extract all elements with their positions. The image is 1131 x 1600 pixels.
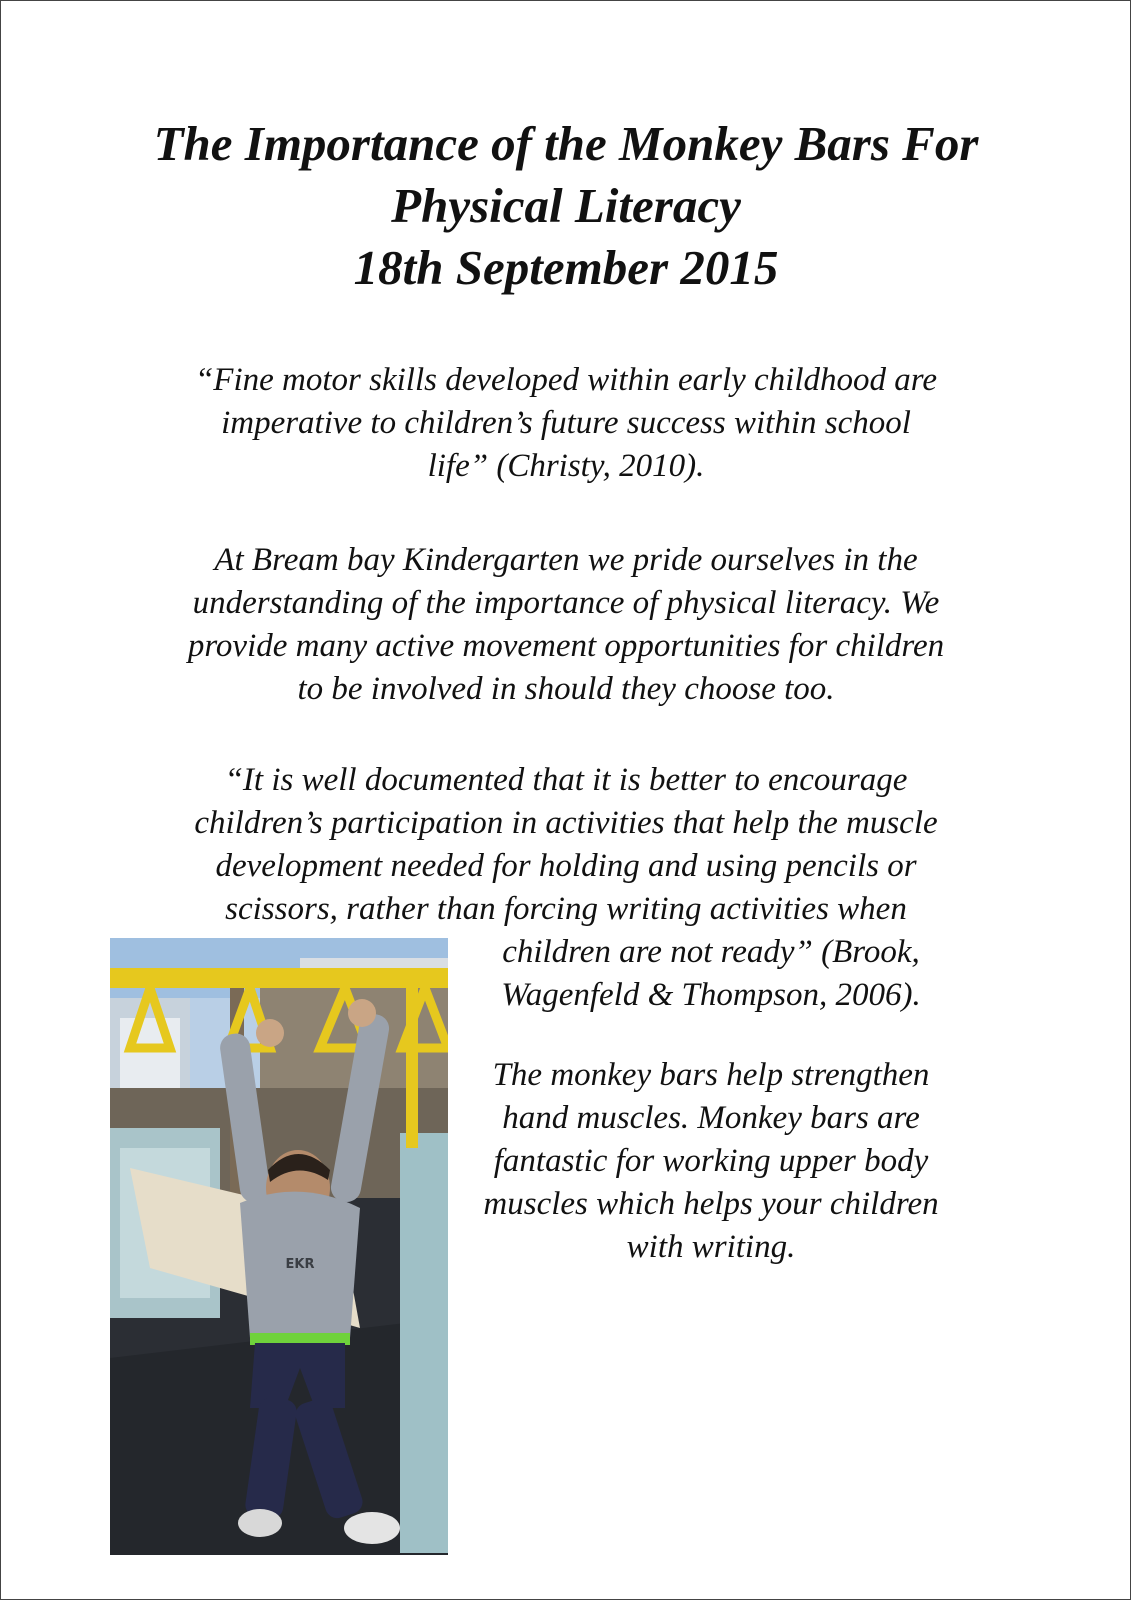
quote-line: children’s participation in activities that help the muscle [194, 805, 938, 841]
paragraph-line: muscles which helps your children [483, 1186, 939, 1222]
quote-line: Wagenfeld & Thompson, 2006). [501, 977, 921, 1013]
brook-quote-continued [446, 931, 976, 1017]
quote-line: children are not ready” (Brook, [502, 934, 920, 970]
monkey-bars-illustration [110, 938, 448, 1555]
brook-quote [61, 759, 1071, 931]
quote-line: imperative to children’s future success within school [221, 405, 911, 441]
closing-paragraph [446, 1054, 976, 1269]
paragraph-line: provide many active movement opportunities for children [187, 628, 945, 664]
page-title [61, 113, 1071, 299]
christy-quote [61, 359, 1071, 488]
monkey-bars-photo [110, 938, 448, 1555]
paragraph-line: fantastic for working upper body [493, 1143, 929, 1179]
paragraph-line: The monkey bars help strengthen [492, 1057, 930, 1093]
intro-paragraph [61, 539, 1071, 711]
quote-line: “Fine motor skills developed within early childhood are [194, 362, 938, 398]
quote-line: life” (Christy, 2010). [427, 448, 705, 484]
title-line-1: The Importance of the Monkey Bars For [153, 116, 979, 171]
title-date: 18th September 2015 [353, 240, 779, 295]
quote-line: scissors, rather than forcing writing activities when [225, 891, 907, 927]
paragraph-line: to be involved in should they choose too. [297, 671, 835, 707]
hoodie-print: EKR [285, 1257, 315, 1272]
paragraph-line: understanding of the importance of physical literacy. We [192, 585, 940, 621]
paragraph-line: At Bream bay Kindergarten we pride ourselves in the [214, 542, 918, 578]
quote-line: “It is well documented that it is better to encourage [224, 762, 908, 798]
monkey-bar-rail [110, 968, 448, 988]
paragraph-line: hand muscles. Monkey bars are [502, 1100, 920, 1136]
quote-line: development needed for holding and using pencils or [215, 848, 917, 884]
title-line-2: Physical Literacy [391, 178, 741, 233]
paragraph-line: with writing. [626, 1229, 796, 1265]
